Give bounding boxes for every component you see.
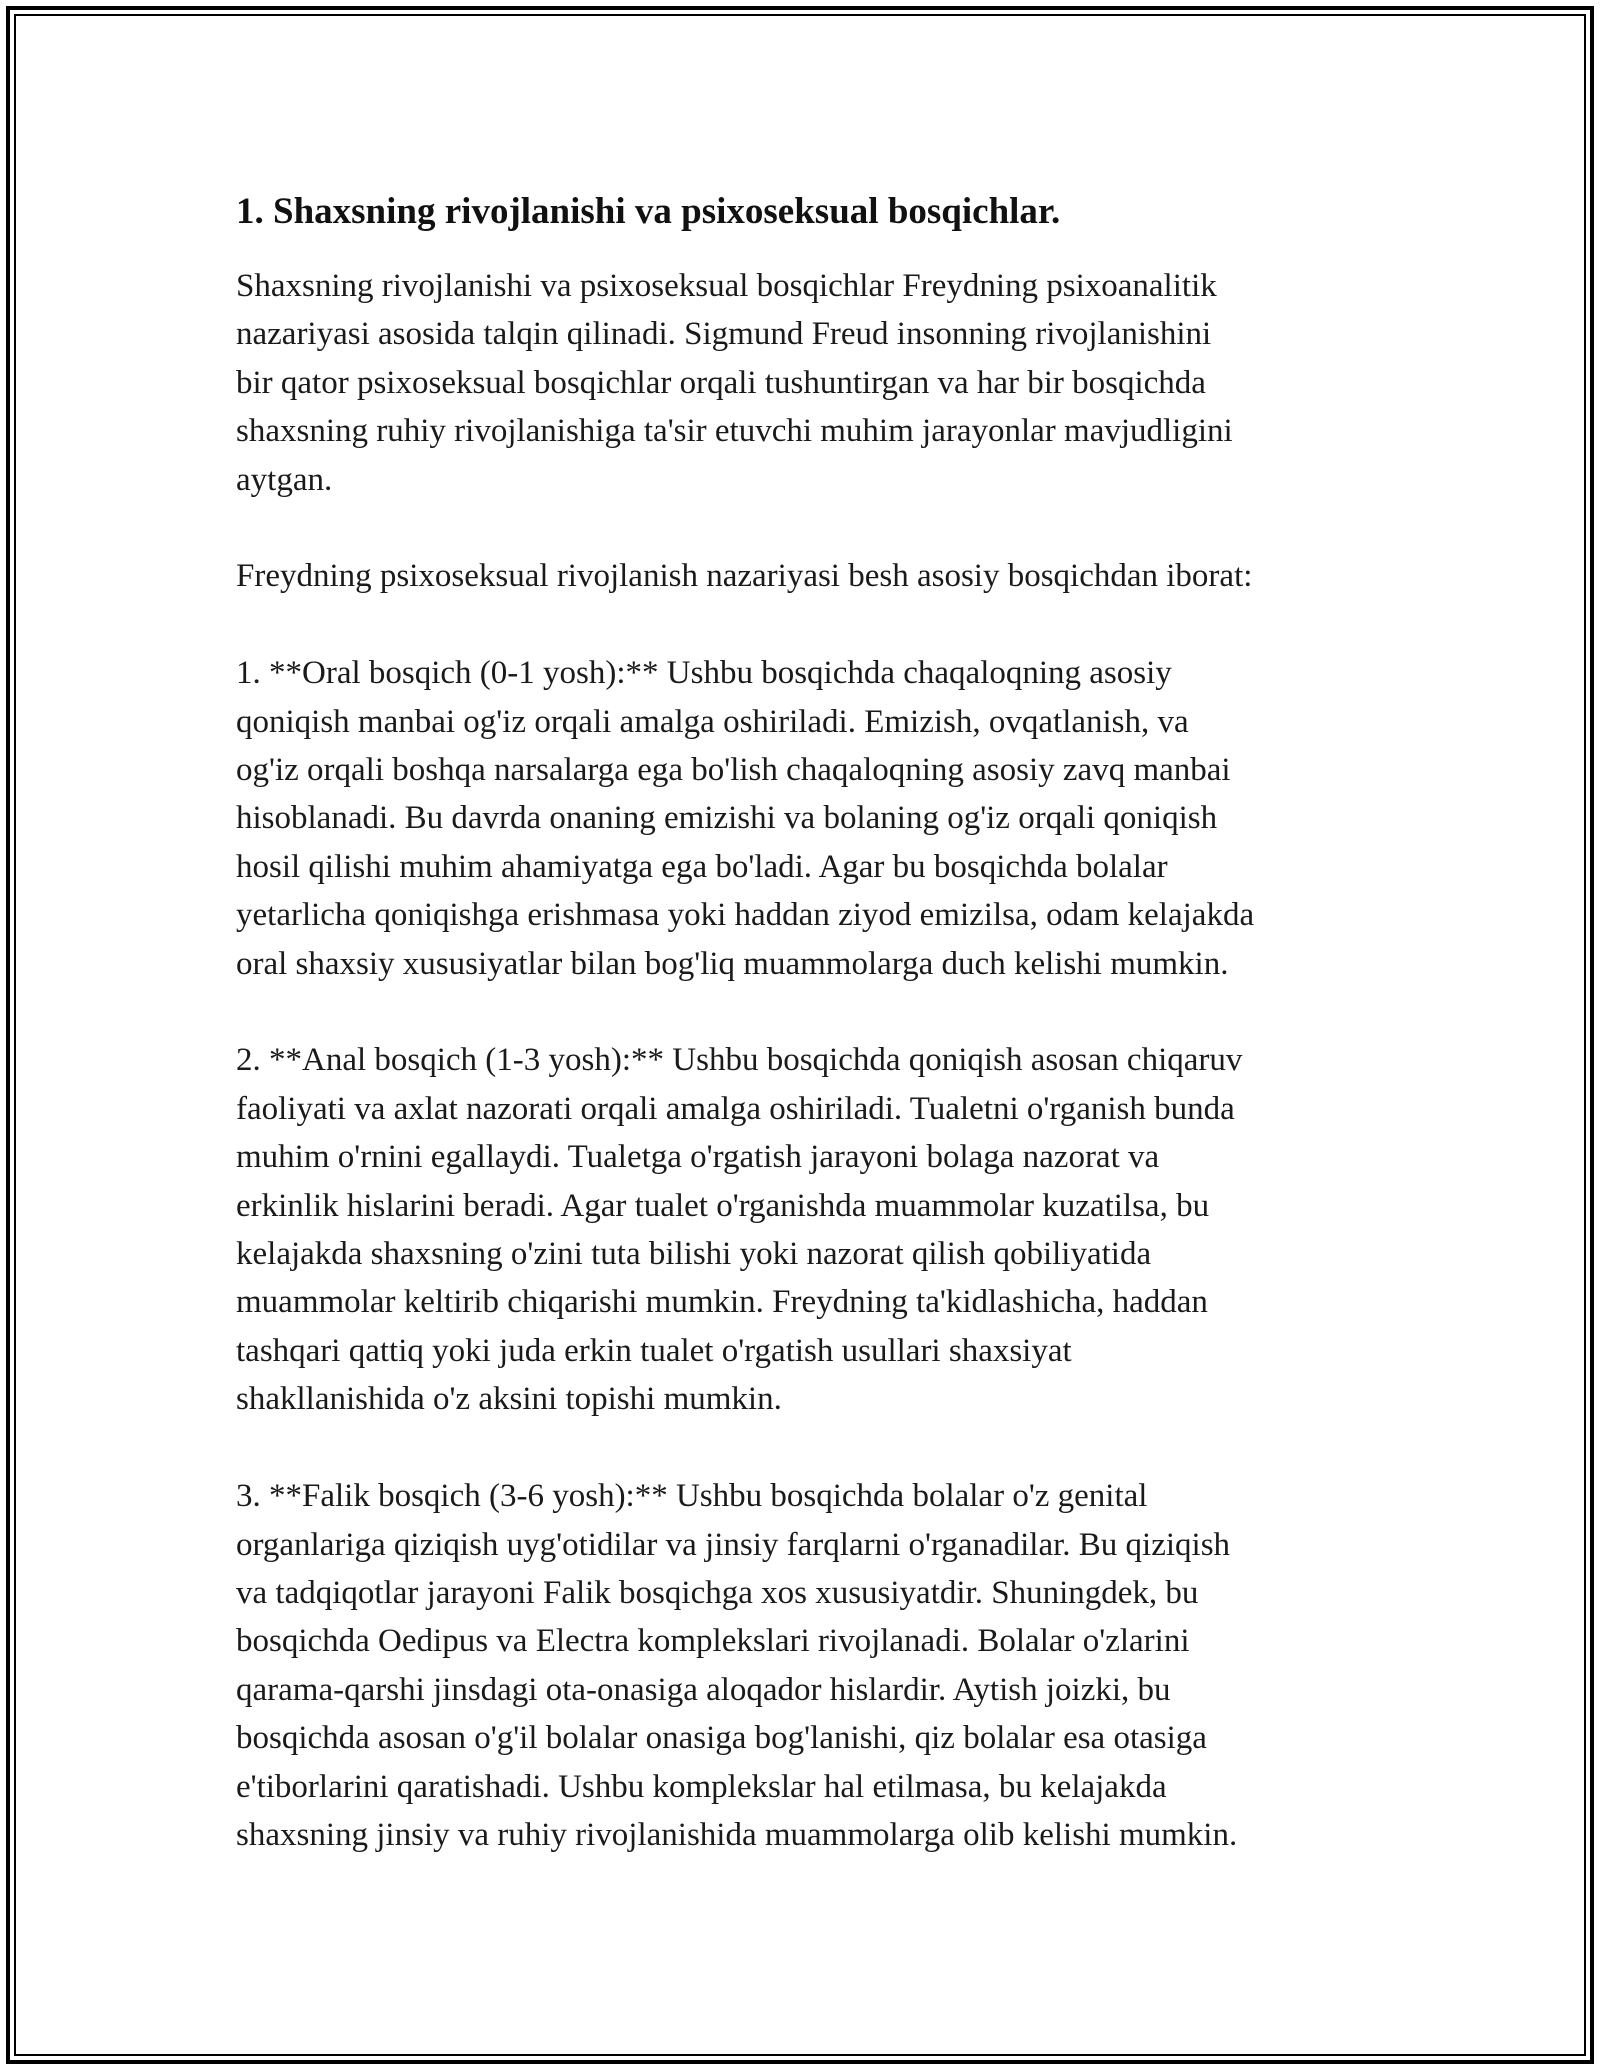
text-line: kelajakda shaxsning o'zini tuta bilishi yoki nazorat qilish qobiliyatida [236, 1236, 1152, 1273]
paragraph-stages-intro [236, 552, 1386, 600]
text-line: bir qator psixoseksual bosqichlar orqali tushuntirgan va har bir bosqichda [236, 364, 1206, 401]
text-line: tashqari qattiq yoki juda erkin tualet o'rgatish usullari shaxsiyat [236, 1332, 1072, 1369]
paragraph-oral-stage [236, 649, 1386, 988]
text-line: va tadqiqotlar jarayoni Falik bosqichga xos xususiyatdir. Shuningdek, bu [236, 1574, 1199, 1611]
text-line: nazariyasi asosida talqin qilinadi. Sigmund Freud insonning rivojlanishini [236, 316, 1212, 353]
text-line: muhim o'rnini egallaydi. Tualetga o'rgatish jarayoni bolaga nazorat va [236, 1139, 1160, 1176]
text-line: muammolar keltirib chiqarishi mumkin. Freydning ta'kidlashicha, haddan [236, 1284, 1208, 1321]
section-heading: 1. Shaxsning rivojlanishi va psixoseksual bosqichlar. [236, 191, 1061, 232]
text-line: yetarlicha qoniqishga erishmasa yoki haddan ziyod emizilsa, odam kelajakda [236, 897, 1255, 934]
text-line: e'tiborlarini qaratishadi. Ushbu komplekslar hal etilmasa, bu kelajakda [236, 1768, 1167, 1805]
text-line: Freydning psixoseksual rivojlanish nazariyasi besh asosiy bosqichdan iborat: [236, 558, 1253, 595]
text-line: 2. **Anal bosqich (1-3 yosh):** Ushbu bosqichda qoniqish asosan chiqaruv [236, 1042, 1243, 1079]
text-line: bosqichda Oedipus va Electra komplekslari rivojlanadi. Bolalar o'zlarini [236, 1623, 1190, 1660]
paragraph-intro [236, 262, 1386, 504]
paragraph-anal-stage [236, 1036, 1386, 1423]
text-line: erkinlik hislarini beradi. Agar tualet o'rganishda muammolar kuzatilsa, bu [236, 1187, 1210, 1224]
text-line: shakllanishida o'z aksini topishi mumkin. [236, 1381, 782, 1418]
text-line: hosil qilishi muhim ahamiyatga ega bo'ladi. Agar bu bosqichda bolalar [236, 848, 1168, 885]
text-line: organlariga qiziqish uyg'otidilar va jinsiy farqlarni o'rganadilar. Bu qiziqish [236, 1526, 1231, 1563]
document-body [236, 188, 1386, 1908]
text-line: shaxsning jinsiy va ruhiy rivojlanishida muammolarga olib kelishi mumkin. [236, 1816, 1238, 1853]
text-line: bosqichda asosan o'g'il bolalar onasiga bog'lanishi, qiz bolalar esa otasiga [236, 1720, 1207, 1757]
paragraph-phallic-stage [236, 1472, 1386, 1859]
text-line: qarama-qarshi jinsdagi ota-onasiga aloqador hislardir. Aytish joizki, bu [236, 1671, 1171, 1708]
text-line: oral shaxsiy xususiyatlar bilan bog'liq muammolarga duch kelishi mumkin. [236, 945, 1229, 982]
text-line: aytgan. [236, 461, 333, 498]
text-line: 1. **Oral bosqich (0-1 yosh):** Ushbu bosqichda chaqaloqning asosiy [236, 655, 1172, 692]
text-line: qoniqish manbai og'iz orqali amalga oshiriladi. Emizish, ovqatlanish, va [236, 703, 1189, 740]
text-line: Shaxsning rivojlanishi va psixoseksual bosqichlar Freydning psixoanalitik [236, 268, 1217, 304]
text-line: og'iz orqali boshqa narsalarga ega bo'lish chaqaloqning asosiy zavq manbai [236, 752, 1231, 789]
text-line: 3. **Falik bosqich (3-6 yosh):** Ushbu bosqichda bolalar o'z genital [236, 1478, 1148, 1515]
text-line: faoliyati va axlat nazorati orqali amalga oshiriladi. Tualetni o'rganish bunda [236, 1090, 1235, 1127]
text-line: hisoblanadi. Bu davrda onaning emizishi va bolaning og'iz orqali qoniqish [236, 800, 1218, 837]
text-line: shaxsning ruhiy rivojlanishiga ta'sir etuvchi muhim jarayonlar mavjudligini [236, 413, 1233, 450]
